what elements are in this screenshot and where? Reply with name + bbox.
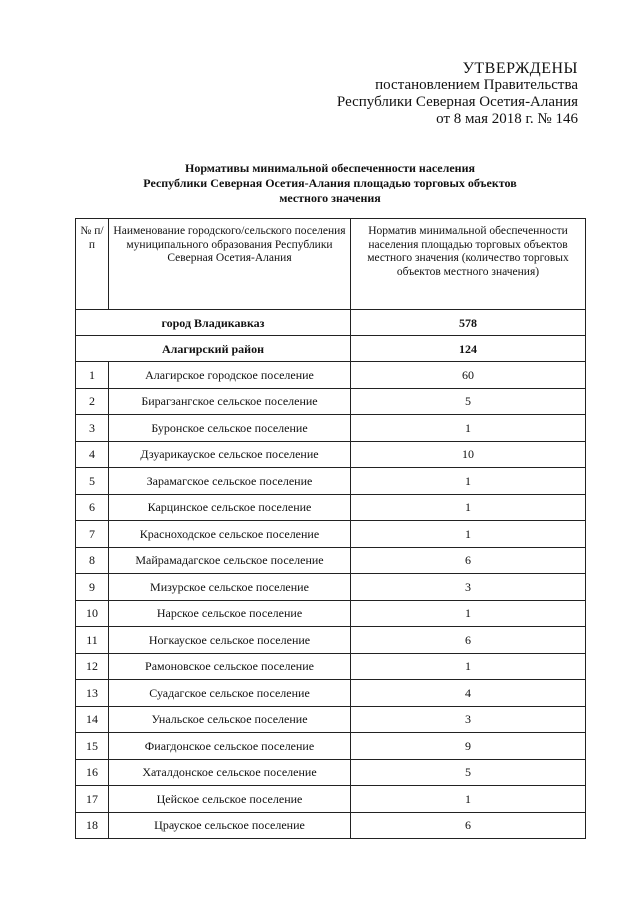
cell-name: Фиагдонское сельское поселение (109, 733, 351, 760)
table-row (76, 547, 586, 574)
cell-name: Красноходское сельское поселение (109, 521, 351, 548)
cell-num: 8 (76, 547, 109, 574)
cell-value: 6 (351, 812, 586, 839)
cell-name: Хаталдонское сельское поселение (109, 759, 351, 786)
cell-name: Нарское сельское поселение (109, 600, 351, 627)
cell-name: Дзуарикауское сельское поселение (109, 441, 351, 468)
table-row (76, 812, 586, 839)
cell-name: Црауское сельское поселение (109, 812, 351, 839)
approval-line-2: Республики Северная Осетия-Алания (336, 94, 578, 110)
table-row (76, 733, 586, 760)
table-row (76, 759, 586, 786)
cell-name: Мизурское сельское поселение (109, 574, 351, 601)
table-row (76, 388, 586, 415)
group-row (76, 310, 586, 336)
group-row (76, 336, 586, 362)
cell-name: Цейское сельское поселение (109, 786, 351, 813)
table-row (76, 362, 586, 389)
header-norm: Норматив минимальной обеспеченности населения площадью торговых объектов местного значения (количество торговых объектов местного значения) (351, 219, 586, 310)
document-title-line-1: Нормативы минимальной обеспеченности населения (184, 161, 475, 175)
group-value: 124 (351, 336, 586, 362)
cell-num: 11 (76, 627, 109, 654)
cell-value: 1 (351, 494, 586, 521)
cell-num: 14 (76, 706, 109, 733)
approval-stamp (337, 60, 578, 128)
document-title-line-3: местного значения (279, 191, 381, 205)
cell-num: 13 (76, 680, 109, 707)
table-row (76, 494, 586, 521)
cell-num: 15 (76, 733, 109, 760)
cell-value: 60 (351, 362, 586, 389)
cell-name: Рамоновское сельское поселение (109, 653, 351, 680)
cell-value: 1 (351, 786, 586, 813)
cell-name: Карцинское сельское поселение (109, 494, 351, 521)
cell-value: 3 (351, 574, 586, 601)
approval-line-1: постановлением Правительства (375, 77, 578, 93)
table-header-row (76, 219, 586, 310)
header-name: Наименование городского/сельского поселения муниципального образования Республики Северная Осетия-Алания (109, 219, 351, 310)
cell-num: 12 (76, 653, 109, 680)
group-name: Алагирский район (76, 336, 351, 362)
cell-name: Суадагское сельское поселение (109, 680, 351, 707)
cell-num: 7 (76, 521, 109, 548)
table-row (76, 680, 586, 707)
cell-num: 4 (76, 441, 109, 468)
cell-value: 1 (351, 415, 586, 442)
cell-value: 6 (351, 547, 586, 574)
cell-num: 3 (76, 415, 109, 442)
cell-num: 6 (76, 494, 109, 521)
cell-name: Ногкауское сельское поселение (109, 627, 351, 654)
cell-num: 17 (76, 786, 109, 813)
document-title-line-2: Республики Северная Осетия-Алания площадью торговых объектов (143, 176, 517, 190)
cell-value: 5 (351, 759, 586, 786)
cell-value: 10 (351, 441, 586, 468)
cell-num: 9 (76, 574, 109, 601)
cell-num: 5 (76, 468, 109, 495)
table-row (76, 600, 586, 627)
header-num: № п/п (76, 219, 109, 310)
table-row (76, 468, 586, 495)
cell-num: 18 (76, 812, 109, 839)
cell-value: 1 (351, 521, 586, 548)
document-title (75, 161, 585, 206)
cell-value: 6 (351, 627, 586, 654)
cell-num: 1 (76, 362, 109, 389)
table-row (76, 786, 586, 813)
table-row (76, 627, 586, 654)
approval-title: УТВЕРЖДЕНЫ (462, 60, 578, 77)
cell-num: 2 (76, 388, 109, 415)
table-row (76, 415, 586, 442)
cell-name: Зарамагское сельское поселение (109, 468, 351, 495)
table-row (76, 706, 586, 733)
norms-table-body (76, 219, 586, 839)
cell-num: 16 (76, 759, 109, 786)
table-row (76, 441, 586, 468)
cell-name: Алагирское городское поселение (109, 362, 351, 389)
cell-name: Майрамадагское сельское поселение (109, 547, 351, 574)
cell-value: 4 (351, 680, 586, 707)
cell-value: 1 (351, 468, 586, 495)
cell-value: 9 (351, 733, 586, 760)
cell-name: Бирагзангское сельское поселение (109, 388, 351, 415)
approval-line-3: от 8 мая 2018 г. № 146 (436, 111, 578, 127)
table-row (76, 521, 586, 548)
table-row (76, 574, 586, 601)
table-row (76, 653, 586, 680)
cell-value: 3 (351, 706, 586, 733)
norms-table (75, 218, 586, 839)
cell-value: 1 (351, 600, 586, 627)
cell-num: 10 (76, 600, 109, 627)
group-name: город Владикавказ (76, 310, 351, 336)
cell-value: 1 (351, 653, 586, 680)
cell-name: Буронское сельское поселение (109, 415, 351, 442)
cell-name: Унальское сельское поселение (109, 706, 351, 733)
cell-value: 5 (351, 388, 586, 415)
group-value: 578 (351, 310, 586, 336)
